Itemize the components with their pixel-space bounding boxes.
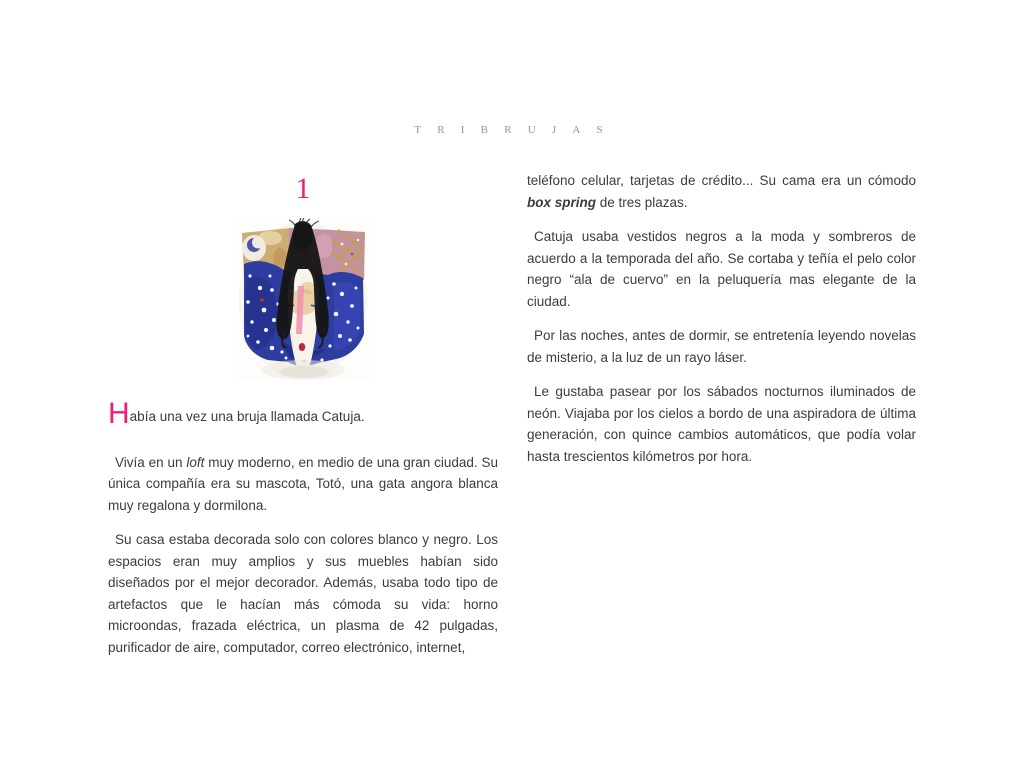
opening-text: abía una vez una bruja llamada Catuja. — [129, 409, 365, 424]
chapter-number: 1 — [295, 172, 311, 205]
paragraph-aspiradora: Le gustaba pasear por los sábados nocturnos iluminados de neón. Viajaba por los cielos a bordo de una aspiradora de última generación, con quince cambios automáticos, que podía volar hasta trescientos kilómetros por hora. — [527, 384, 916, 464]
paragraph-vestidos: Catuja usaba vestidos negros a la moda y sombreros de acuerdo a la temporada del año. Se cortaba y teñía el pelo color negro “ala de cuervo” en la peluquería mas elegante de la ciudad. — [527, 229, 916, 309]
chapter-illustration — [108, 218, 498, 380]
paragraph-loft: Vivía en un loft muy moderno, en medio de una gran ciudad. Su única compañía era su mascota, Totó, una gata angora blanca muy regalona y dormilona. — [108, 454, 498, 513]
opening-line — [108, 397, 498, 430]
drop-cap: H — [108, 397, 130, 430]
paragraph-cama: teléfono celular, tarjetas de crédito... Su cama era un cómodo box spring de tres plazas. — [527, 173, 916, 210]
paragraph-casa: Su casa estaba decorada solo con colores blanco y negro. Los espacios eran muy amplios y sus muebles habían sido diseñados por el mejor decorador. Además, usaba todo tipo de artefactos que le hacían más cómoda su vida: horno microondas, frazada eléctrica, un plasma de 42 pulgadas, purificador de aire, computador, correo electrónico, internet, — [108, 532, 498, 655]
left-column — [108, 168, 498, 671]
witch-illustration-svg — [238, 218, 369, 380]
running-header: T R I B R U J A S — [414, 124, 610, 136]
paragraph-noches: Por las noches, antes de dormir, se entretenía leyendo novelas de misterio, a la luz de un rayo láser. — [527, 328, 916, 365]
right-column — [527, 170, 916, 480]
